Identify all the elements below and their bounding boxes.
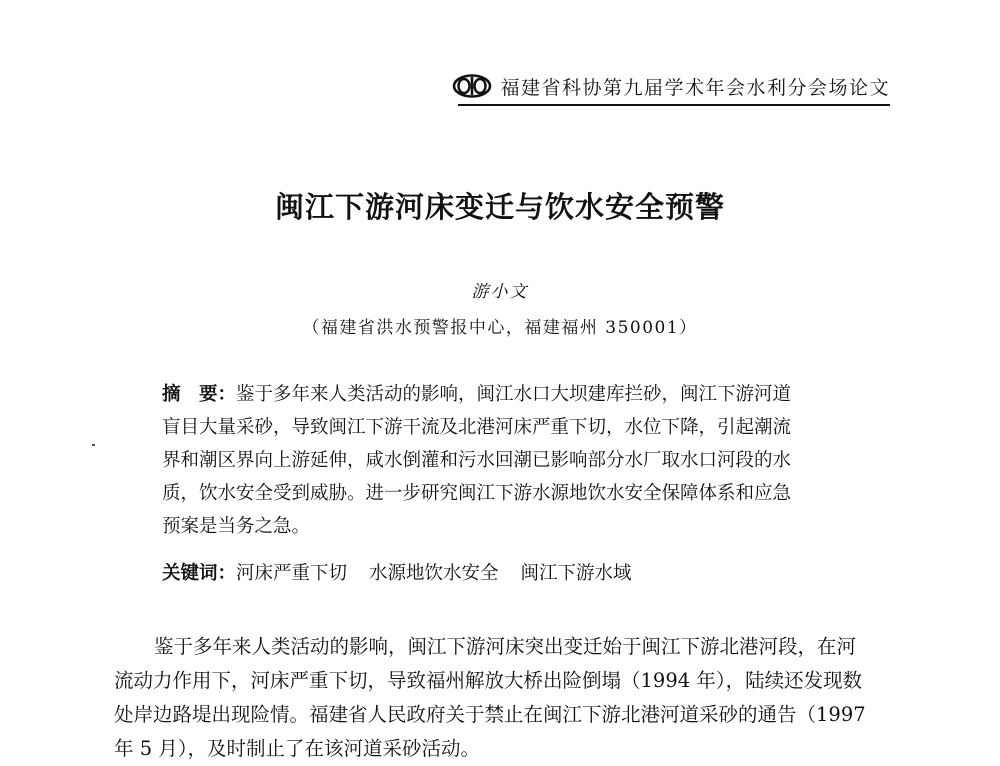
keyword-item: 河床严重下切 xyxy=(236,563,348,584)
running-header-text: 福建省科协第九届学术年会水利分会场论文 xyxy=(500,76,890,99)
keywords-label: 关键词： xyxy=(162,563,237,584)
abstract-label: 摘 要： xyxy=(162,384,237,405)
author-affiliation: （福建省洪水预警报中心，福建福州 350001） xyxy=(302,318,698,338)
keyword-item: 水源地饮水安全 xyxy=(369,563,499,584)
body-line: 鉴于多年来人类活动的影响，闽江下游河床突出变迁始于闽江下游北港河段，在河 xyxy=(154,635,857,658)
body-line: 处岸边路堤出现险情。福建省人民政府关于禁止在闽江下游北港河道采砂的通告（1997 xyxy=(114,703,866,726)
body-paragraph xyxy=(114,630,894,766)
conference-logo-icon xyxy=(452,74,492,98)
scan-speck xyxy=(92,444,95,446)
body-line: 流动力作用下，河床严重下切，导致福州解放大桥出险倒塌（1994 年），陆续还发现数 xyxy=(114,669,863,692)
abstract-line: 界和潮区界向上游延伸，咸水倒灌和污水回潮已影响部分水厂取水口河段的水 xyxy=(162,450,792,471)
abstract xyxy=(162,378,862,543)
paper-title: 闽江下游河床变迁与饮水安全预警 xyxy=(274,190,725,224)
abstract-line xyxy=(162,378,862,411)
abstract-line: 质，饮水安全受到威胁。进一步研究闽江下游水源地饮水安全保障体系和应急 xyxy=(162,483,792,504)
body-line: 年 5 月），及时制止了在该河道采砂活动。 xyxy=(114,737,481,760)
abstract-line: 盲目大量采砂，导致闽江下游干流及北港河床严重下切，水位下降，引起潮流 xyxy=(162,417,792,438)
abstract-text: 鉴于多年来人类活动的影响，闽江水口大坝建库拦砂，闽江下游河道 xyxy=(236,384,792,405)
abstract-line: 预案是当务之急。 xyxy=(162,516,311,537)
author-name: 游小文 xyxy=(471,282,529,302)
running-header xyxy=(458,70,890,106)
keywords xyxy=(162,559,862,585)
keyword-item: 闽江下游水域 xyxy=(520,563,632,584)
